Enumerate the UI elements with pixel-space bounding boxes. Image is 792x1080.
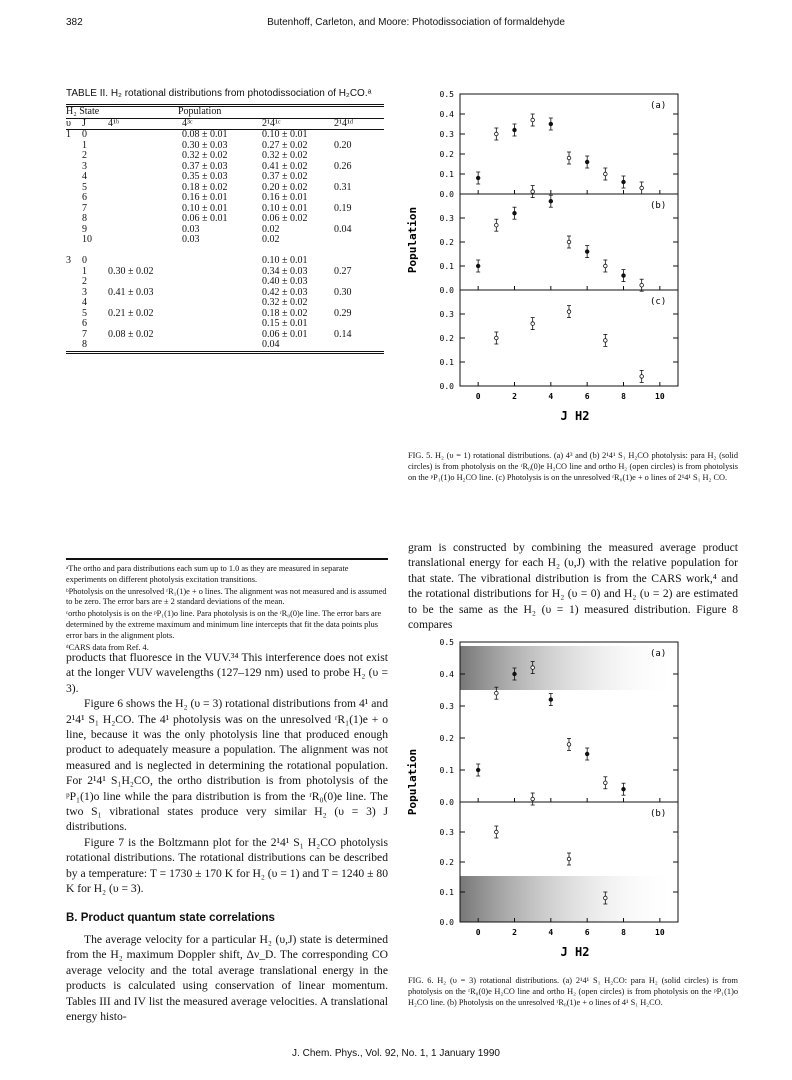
- table-cell: [66, 235, 82, 246]
- table-cell: 0.08 ± 0.01: [182, 129, 228, 140]
- table-cell: 0.27 ± 0.02: [262, 139, 308, 151]
- table-cell: 0.41 ± 0.02: [262, 160, 308, 172]
- x-tick-label: 8: [621, 928, 626, 937]
- y-axis-label: Population: [406, 748, 419, 816]
- ortho-point: [495, 223, 499, 227]
- table-cell: [334, 319, 384, 330]
- y-tick-label: 0.3: [439, 130, 454, 139]
- y-tick-label: 0.0: [439, 382, 454, 391]
- table-cell: [108, 319, 182, 330]
- table-cell: [108, 193, 182, 204]
- y-tick-label: 0.3: [439, 214, 454, 223]
- ortho-point: [567, 156, 571, 160]
- table-caption: TABLE II. H₂ rotational distributions from photodissociation of H₂CO.ᵃ: [66, 88, 372, 99]
- table-cell: [108, 340, 182, 352]
- table-cell: [334, 340, 384, 352]
- table-cell: 0.03: [182, 234, 200, 245]
- ortho-point: [531, 666, 535, 670]
- table-cell: 7: [82, 328, 87, 340]
- table-cell: [66, 162, 82, 173]
- footnote-c: ᶜortho photolysis is on the ᵖP₁(1)o line. Para photolysis is on the ʳR₀(0)e line. The error bars are determined by the extreme maximum and minimum line intercepts that fit the data points plus error bars in the alignment plots.: [66, 609, 382, 640]
- table-cell: [334, 151, 384, 162]
- running-title: Butenhoff, Carleton, and Moore: Photodissociation of formaldehyde: [267, 17, 565, 28]
- table-cell: [334, 172, 384, 183]
- para-point: [513, 128, 517, 132]
- table-cell: [334, 193, 384, 204]
- x-axis-label: J H2: [560, 945, 590, 959]
- ortho-point: [531, 322, 535, 326]
- table-row: [66, 277, 384, 288]
- ortho-point: [604, 339, 608, 343]
- y-tick-label: 0.0: [439, 190, 454, 199]
- header-population: Population: [178, 106, 222, 117]
- column-header: J: [82, 117, 86, 129]
- table-cell: 0.16 ± 0.01: [182, 192, 228, 203]
- ortho-point: [495, 132, 499, 136]
- table-cell: [66, 298, 82, 309]
- table-row: [66, 319, 384, 330]
- table-cell: 1: [82, 139, 87, 151]
- table-row: [66, 340, 384, 352]
- left-column-text: [66, 650, 388, 897]
- ortho-point: [495, 830, 499, 834]
- table-cell: [108, 151, 182, 162]
- ortho-point: [604, 781, 608, 785]
- paragraph: The average velocity for a particular H₂ (υ,J) state is determined from the H₂ maximum Doppler shift, Δν_D. The corresponding CO average velocity and the total average translational energy in the products is calculated using conservation of linear momentum. Tables III and IV list the measured average velocities. A translational energy histo-: [66, 933, 388, 1024]
- table-cell: 0.16 ± 0.01: [262, 192, 308, 203]
- table-cell: [182, 256, 262, 267]
- y-tick-label: 0.2: [439, 150, 454, 159]
- ortho-point: [640, 375, 644, 379]
- ortho-point: [567, 743, 571, 747]
- x-tick-label: 6: [584, 392, 590, 401]
- para-point: [622, 274, 626, 278]
- table-row: [66, 172, 384, 183]
- table-cell: [108, 141, 182, 152]
- table-cell: 0.02: [262, 234, 280, 245]
- table-cell: 0.32 ± 0.02: [262, 297, 308, 308]
- x-tick-label: 0: [475, 392, 481, 401]
- section-heading: B. Product quantum state correlations: [66, 912, 275, 924]
- panel-label: (b): [650, 809, 667, 819]
- table-cell: 0.42 ± 0.03: [262, 286, 308, 298]
- para-point: [476, 768, 480, 772]
- x-tick-label: 2: [512, 928, 517, 937]
- table-cell: [66, 288, 82, 299]
- table-cell: 5: [82, 181, 87, 193]
- table-cell: 0.04: [262, 339, 280, 350]
- table-header-row: [66, 106, 384, 119]
- table-cell: [108, 162, 182, 173]
- paragraph: gram is constructed by combining the measured average product translational energy for each H₂ (υ,J) with the relative population for that state. The vibrational distribution is from the CARS work,⁴ and the rotational distributions for H₂ (υ = 0) and H₂ (υ = 2) are estimated to be the same as the H₂ (υ = 1) measured distribution. Figure 8 compares: [408, 541, 738, 632]
- table-cell: 2: [82, 276, 87, 287]
- table-cell: [66, 193, 82, 204]
- table-cell: [66, 151, 82, 162]
- table-cell: 0.37 ± 0.02: [262, 171, 308, 182]
- y-tick-label: 0.5: [439, 638, 454, 647]
- table-cell: [108, 214, 182, 225]
- table-cell: 0.18 ± 0.02: [262, 307, 308, 319]
- table-cell: 0.40 ± 0.03: [262, 276, 308, 287]
- figure-6-chart: [400, 632, 690, 964]
- para-point: [476, 176, 480, 180]
- ortho-point: [640, 186, 644, 190]
- paragraph: Figure 7 is the Boltzmann plot for the 2¹4¹ S₁ H₂CO photolysis rotational distributions. The rotational distributions can be described by a temperature: T = 1730 ± 170 K for H₂ (υ = 1) and T = 1240 ± 80 K for H₂ (υ = 3).: [66, 835, 388, 896]
- table-cell: 7: [82, 202, 87, 214]
- table-cell: [66, 340, 82, 352]
- x-tick-label: 10: [655, 928, 665, 937]
- para-point: [585, 160, 589, 164]
- y-tick-label: 0.3: [439, 310, 454, 319]
- table-row: [66, 288, 384, 299]
- ortho-point: [531, 118, 535, 122]
- table-cell: [334, 214, 384, 225]
- ortho-point: [604, 172, 608, 176]
- table-cell: 0.03: [182, 223, 200, 235]
- table-cell: 0.41 ± 0.03: [108, 286, 154, 298]
- table-bottom-rule: [66, 352, 384, 356]
- table-cell: [108, 298, 182, 309]
- figure-6-caption: FIG. 6. H₂ (υ = 3) rotational distributions. (a) 2¹4¹ S₁ H₂CO: para H₂ (solid circles) is from photolysis on the ʳR₀(0)e H₂CO line and ortho H₂ (open circles) is from photolysis on the ᵖP₁(1)o H₂CO line. (b) Photolysis on the unresolved ʳR₀(1)e + o lines of 4¹ S₁ H₂CO.: [408, 976, 738, 1007]
- y-tick-label: 0.5: [439, 90, 454, 99]
- table-cell: 3: [82, 160, 87, 172]
- table-cell: [182, 288, 262, 299]
- table-row: [66, 214, 384, 225]
- ortho-point: [531, 190, 535, 194]
- section-text: [66, 932, 388, 1024]
- y-tick-label: 0.1: [439, 766, 454, 775]
- table-row: [66, 225, 384, 236]
- table-cell: 9: [82, 223, 87, 235]
- table-row: [66, 330, 384, 341]
- table-cell: 0.27: [334, 265, 352, 277]
- ortho-point: [495, 691, 499, 695]
- table-cell: 0.37 ± 0.03: [182, 160, 228, 172]
- footnote-d: ᵈCARS data from Ref. 4.: [66, 642, 149, 652]
- table-cell: [182, 309, 262, 320]
- ortho-point: [604, 264, 608, 268]
- table-cell: 2: [82, 150, 87, 161]
- panel-label: (b): [650, 201, 667, 211]
- table-cell: 0: [82, 255, 87, 266]
- para-point: [513, 211, 517, 215]
- panel-label: (c): [650, 297, 667, 307]
- table-cell: [334, 246, 384, 257]
- ortho-point: [531, 797, 535, 801]
- x-tick-label: 4: [548, 928, 554, 937]
- para-point: [513, 672, 517, 676]
- table-cell: [334, 235, 384, 246]
- page-header: [0, 0, 792, 40]
- x-tick-label: 0: [475, 928, 481, 937]
- figure-5-chart: [400, 80, 690, 432]
- para-point: [585, 752, 589, 756]
- table-cell: 10: [82, 234, 92, 245]
- table-cell: 0.32 ± 0.02: [182, 150, 228, 161]
- table-row: [66, 235, 384, 246]
- para-point: [549, 698, 553, 702]
- table-cell: [108, 183, 182, 194]
- column-header: 2¹4¹ᶜ: [262, 117, 281, 129]
- table-cell: 6: [82, 192, 87, 203]
- table-cell: [66, 319, 82, 330]
- table-row: [66, 298, 384, 309]
- para-point: [549, 122, 553, 126]
- table-cell: [182, 277, 262, 288]
- ortho-point: [567, 240, 571, 244]
- column-header: υ: [66, 117, 71, 129]
- y-tick-label: 0.2: [439, 238, 454, 247]
- table-cell: [66, 214, 82, 225]
- table-cell: 0.10 ± 0.01: [182, 202, 228, 214]
- table-cell: [334, 298, 384, 309]
- ortho-point: [640, 283, 644, 287]
- table-cell: [108, 225, 182, 236]
- table-cell: 0.18 ± 0.02: [182, 181, 228, 193]
- paragraph: Figure 6 shows the H₂ (υ = 3) rotational distributions from 4¹ and 2¹4¹ S₁ H₂CO. The 4¹ photolysis was on the unresolved ʳR₁(1)e + o line, because it was the only photolysis line that produced enough product to adequately measure a population. The alignment was not measured and is neglected in determining the rotational population. For 2¹4¹ S₁H₂CO, the ortho distribution is from photolysis of the ᵖP₁(1)o line while the para distribution is from the ʳR₀(0)e line. The two S₁ vibrational states produce very similar H₂ (υ = 3) J distributions.: [66, 697, 388, 834]
- table-row: [66, 267, 384, 278]
- table-cell: [182, 298, 262, 309]
- table-cell: [108, 172, 182, 183]
- table-cell: 0.19: [334, 202, 352, 214]
- table-cell: [108, 130, 182, 141]
- table-cell: 0.30: [334, 286, 352, 298]
- column-header: 2¹4¹ᵈ: [334, 117, 354, 129]
- table-cell: [66, 183, 82, 194]
- table-cell: 3: [82, 286, 87, 298]
- table-row: [66, 246, 384, 257]
- table-cell: 0.15 ± 0.01: [262, 318, 308, 329]
- y-tick-label: 0.3: [439, 702, 454, 711]
- table-cell: [66, 225, 82, 236]
- y-tick-label: 0.2: [439, 334, 454, 343]
- table-cell: 0.34 ± 0.03: [262, 265, 308, 277]
- para-point: [549, 199, 553, 203]
- right-column-text: [408, 540, 738, 632]
- panel-frame: [460, 290, 678, 386]
- table-cell: 8: [82, 213, 87, 224]
- table-cell: 0.30 ± 0.02: [108, 265, 154, 277]
- footnote-b: ᵇPhotolysis on the unresolved ʳR₁(1)e + o lines. The alignment was not measured and is assumed to be zero. The error bars are ± 2 standard deviations of the mean.: [66, 586, 387, 607]
- table-cell: [182, 267, 262, 278]
- table-cell: [66, 309, 82, 320]
- table-row: [66, 130, 384, 141]
- table-cell: [66, 141, 82, 152]
- paragraph: products that fluoresce in the VUV.³⁴ This interference does not exist at the longer VUV wavelengths (127–129 nm) used to probe H₂ (υ = 3).: [66, 651, 388, 695]
- table-cell: 1: [82, 265, 87, 277]
- table-cell: [182, 319, 262, 330]
- table-cell: [108, 246, 182, 257]
- table-cell: 0.31: [334, 181, 352, 193]
- table-cell: [66, 172, 82, 183]
- table-footnotes: [66, 558, 388, 654]
- ortho-point: [567, 310, 571, 314]
- y-tick-label: 0.1: [439, 262, 454, 271]
- table-cell: 0.20 ± 0.02: [262, 181, 308, 193]
- footnote-a: ᵃThe ortho and para distributions each sum up to 1.0 as they are measured in separate experiments on different photolysis excitation transitions.: [66, 564, 349, 584]
- y-tick-label: 0.2: [439, 734, 454, 743]
- ortho-point: [495, 336, 499, 340]
- table-cell: 0.32 ± 0.02: [262, 150, 308, 161]
- table-cell: [334, 256, 384, 267]
- para-point: [585, 250, 589, 254]
- y-tick-label: 0.1: [439, 358, 454, 367]
- table-cell: 0.30 ± 0.03: [182, 139, 228, 151]
- y-tick-label: 0.2: [439, 858, 454, 867]
- table-subheader-row: [66, 118, 384, 130]
- table-cell: 0: [82, 129, 87, 140]
- table-cell: 0.35 ± 0.03: [182, 171, 228, 182]
- table-row: [66, 151, 384, 162]
- table-cell: [108, 256, 182, 267]
- table-cell: 0.06 ± 0.01: [262, 328, 308, 340]
- table-cell: 6: [82, 318, 87, 329]
- table-cell: [182, 330, 262, 341]
- table-row: [66, 256, 384, 267]
- column-header: 4¹ᵇ: [108, 117, 120, 129]
- y-tick-label: 0.3: [439, 828, 454, 837]
- ortho-point: [604, 896, 608, 900]
- table-cell: 0.04: [334, 223, 352, 235]
- para-point: [622, 787, 626, 791]
- table-cell: 4: [82, 297, 87, 308]
- panel-label: (a): [650, 649, 667, 659]
- table-cell: 0.02: [262, 223, 280, 235]
- y-axis-label: Population: [406, 206, 419, 274]
- y-tick-label: 0.1: [439, 888, 454, 897]
- panel-label: (a): [650, 101, 667, 111]
- table-cell: 0.08 ± 0.02: [108, 328, 154, 340]
- table-cell: [108, 235, 182, 246]
- column-header: 4³ᶜ: [182, 117, 193, 129]
- table-cell: 0.26: [334, 160, 352, 172]
- table-cell: 0.10 ± 0.01: [262, 202, 308, 214]
- x-tick-label: 4: [548, 392, 554, 401]
- table-cell: 0.29: [334, 307, 352, 319]
- table-cell: [182, 340, 262, 352]
- table-cell: 0.06 ± 0.02: [262, 213, 308, 224]
- table-cell: 5: [82, 307, 87, 319]
- table-cell: 0.10 ± 0.01: [262, 255, 308, 266]
- table-cell: 0.06 ± 0.01: [182, 213, 228, 224]
- y-tick-label: 0.4: [439, 670, 454, 679]
- table-cell: [108, 277, 182, 288]
- x-tick-label: 8: [621, 392, 626, 401]
- table-cell: [334, 130, 384, 141]
- y-tick-label: 0.4: [439, 110, 454, 119]
- table-cell: 0.20: [334, 139, 352, 151]
- para-point: [476, 264, 480, 268]
- table-cell: 3: [66, 255, 71, 266]
- y-tick-label: 0.0: [439, 918, 454, 927]
- x-tick-label: 10: [655, 392, 665, 401]
- x-tick-label: 2: [512, 392, 517, 401]
- table-body: [66, 130, 384, 356]
- table-cell: 0.14: [334, 328, 352, 340]
- ortho-point: [567, 857, 571, 861]
- table-cell: [334, 277, 384, 288]
- page-footer: J. Chem. Phys., Vol. 92, No. 1, 1 January 1990: [292, 1048, 500, 1059]
- table-cell: 0.10 ± 0.01: [262, 129, 308, 140]
- x-tick-label: 6: [584, 928, 590, 937]
- table-cell: [66, 277, 82, 288]
- table-cell: 0.21 ± 0.02: [108, 307, 154, 319]
- table-cell: [66, 204, 82, 215]
- shading: [460, 646, 678, 690]
- data-table: [66, 104, 384, 356]
- table-cell: [182, 246, 262, 257]
- y-tick-label: 0.0: [439, 798, 454, 807]
- table-cell: [108, 204, 182, 215]
- shading: [460, 876, 678, 922]
- table-row: [66, 309, 384, 320]
- header-state: H₂ State: [66, 106, 100, 117]
- y-tick-label: 0.0: [439, 286, 454, 295]
- table-cell: 8: [82, 339, 87, 350]
- table-cell: 1: [66, 129, 71, 140]
- table-cell: [66, 330, 82, 341]
- x-axis-label: J H2: [560, 409, 590, 423]
- figure-5-caption: FIG. 5. H₂ (υ = 1) rotational distributions. (a) 4³ and (b) 2¹4¹ S₁ H₂CO photolysis: para H₂ (solid circles) is from photolysis on the ʳR₀(0)e H₂CO line and ortho H₂ (open circles) is from photolysis on the ᵖP₁(1)o H₂CO line. (c) Photolysis is on the unresolved ʳR₀(1)e + o lines of 2¹4¹ S₁ H₂ CO.: [408, 451, 738, 482]
- panel-frame: [460, 94, 678, 194]
- table-cell: 4: [82, 171, 87, 182]
- para-point: [622, 180, 626, 184]
- table-row: [66, 193, 384, 204]
- page-number: 382: [66, 17, 83, 28]
- table-cell: [66, 267, 82, 278]
- y-tick-label: 0.1: [439, 170, 454, 179]
